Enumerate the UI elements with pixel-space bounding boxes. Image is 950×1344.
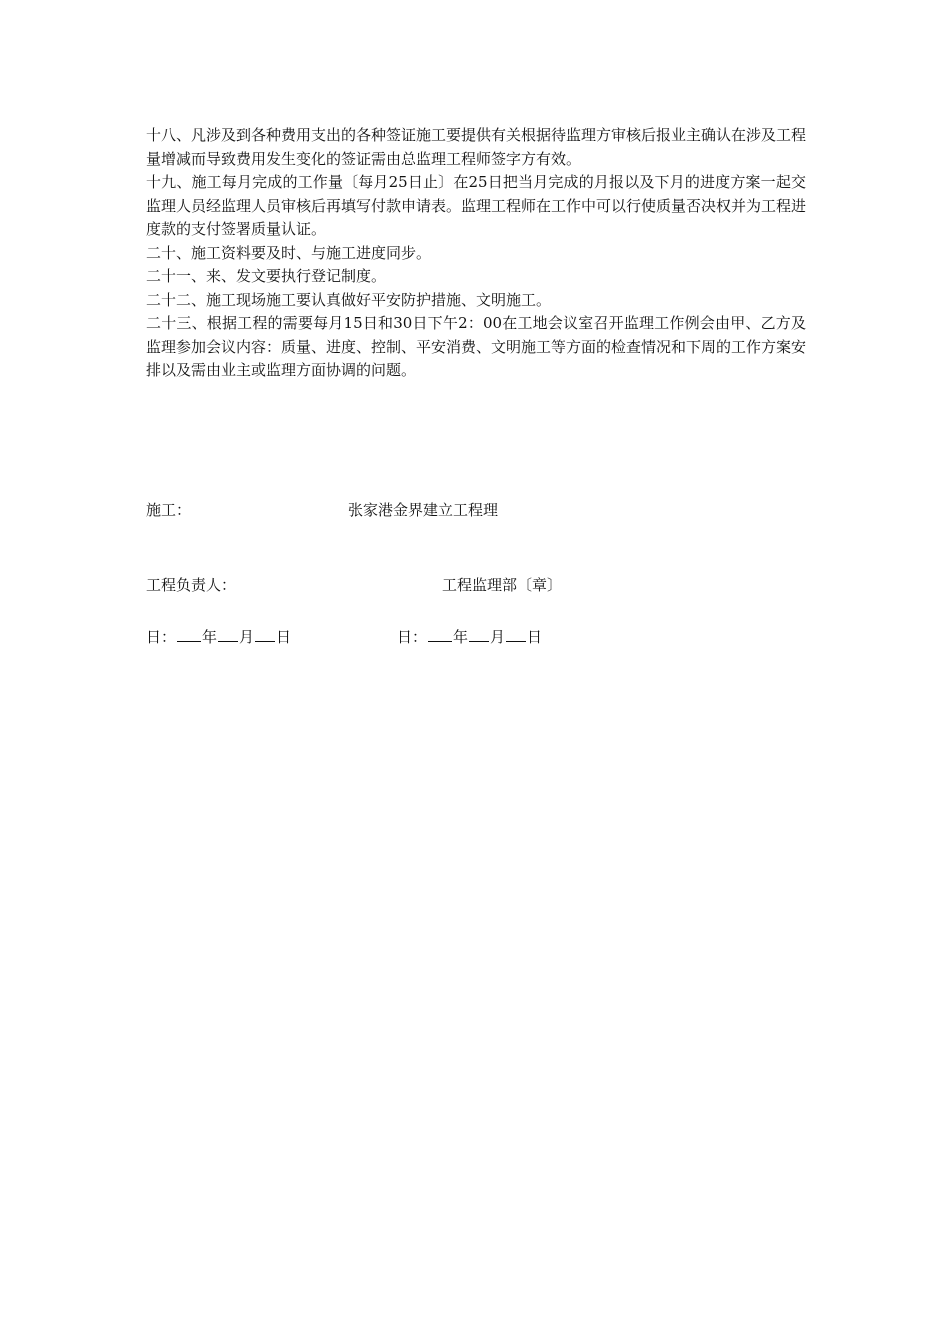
date-left-year-blank[interactable] <box>177 625 201 642</box>
date-left-year-label: 年 <box>202 628 218 646</box>
date-right-day-blank[interactable] <box>506 625 526 642</box>
signature-row-manager <box>146 575 563 595</box>
signature-row-dates <box>146 625 543 647</box>
date-right-prefix: 日： <box>397 628 428 646</box>
project-manager-label: 工程负责人： <box>146 576 237 594</box>
date-left-day-label: 日 <box>276 628 292 646</box>
date-right-year-label: 年 <box>453 628 469 646</box>
date-right <box>397 625 542 647</box>
supervisor-company: 张家港金界建立工程理 <box>348 501 499 519</box>
clause-20: 二十、施工资料要及时、与施工进度同步。 <box>146 243 432 262</box>
date-right-month-blank[interactable] <box>469 625 489 642</box>
clause-19: 十九、施工每月完成的工作量〔每月25日止〕在25日把当月完成的月报以及下月的进度方案一起交监理人员经监理人员审核后再填写付款申请表。监理工程师在工作中可以行使质量否决权并为工程进度款的支付签署质量认证。 <box>146 173 807 238</box>
date-left-day-blank[interactable] <box>255 625 275 642</box>
clause-22: 二十二、施工现场施工要认真做好平安防护措施、文明施工。 <box>146 290 552 309</box>
clause-21: 二十一、来、发文要执行登记制度。 <box>146 267 387 285</box>
date-right-day-label: 日 <box>527 628 543 646</box>
supervision-dept-seal: 工程监理部〔章〕 <box>442 576 563 594</box>
date-left-prefix: 日： <box>146 628 177 646</box>
date-left-month-blank[interactable] <box>218 625 238 642</box>
date-right-month-label: 月 <box>490 628 506 646</box>
date-left <box>146 628 291 646</box>
date-right-year-blank[interactable] <box>428 625 452 642</box>
clause-18: 十八、凡涉及到各种费用支出的各种签证施工要提供有关根据待监理方审核后报业主确认在涉及工程量增减而导致费用发生变化的签证需由总监理工程师签字方有效。 <box>146 126 807 168</box>
date-left-month-label: 月 <box>239 628 255 646</box>
signature-row-contractor <box>146 500 499 520</box>
contractor-label: 施工： <box>146 501 192 519</box>
clauses-section <box>146 124 806 383</box>
clause-23: 二十三、根据工程的需要每月15日和30日下午2：00在工地会议室召开监理工作例会由甲、乙方及监理参加会议内容：质量、进度、控制、平安消费、文明施工等方面的检查情况和下周的工作方案安排以及需由业主或监理方面协调的问题。 <box>146 314 807 379</box>
